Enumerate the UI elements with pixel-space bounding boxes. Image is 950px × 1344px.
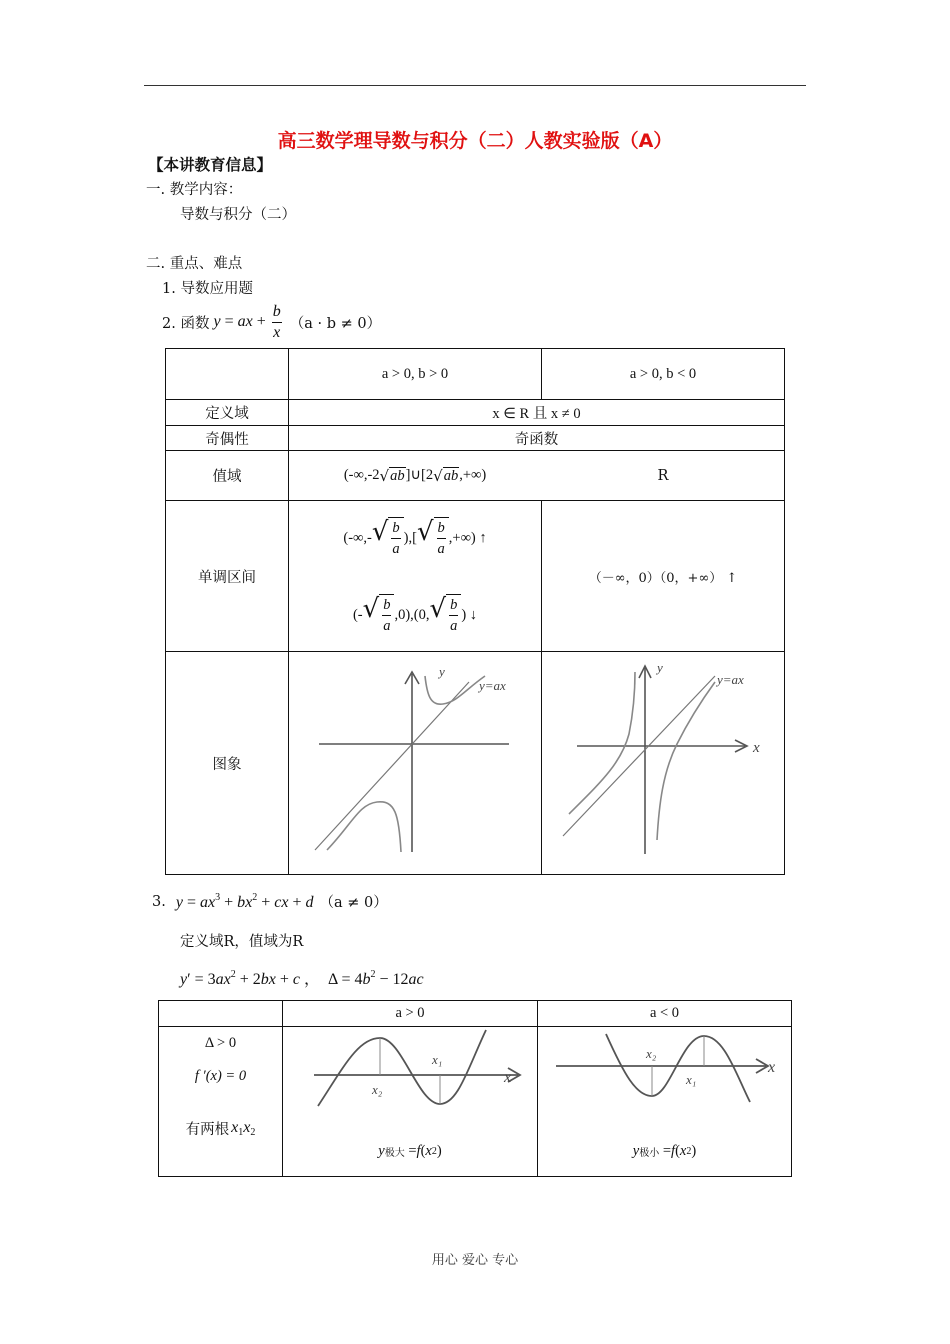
page-title: 高三数学理导数与积分（二）人教实验版（A） — [277, 130, 673, 152]
item-2-condition: （a · b ≠ 0） — [289, 316, 382, 332]
cubic-graph-a-neg — [554, 1028, 780, 1112]
root-label-x1: x₁ — [432, 1052, 443, 1067]
asymptote-label: y=ax — [717, 672, 744, 687]
asymptote-line — [563, 676, 715, 836]
formula-derivative: $y' = 3ax^2 + 2bx + c$ ， $\Delta = 4b^2 - 12ac$ — [180, 969, 424, 988]
axis-label-x: x — [768, 1059, 776, 1076]
max-value-formula: y 极大 = f ( x 2 ) — [378, 1142, 442, 1159]
cubic-curve — [606, 1034, 750, 1102]
label-range: 值域 — [212, 469, 242, 485]
graph-a-pos-b-pos — [297, 654, 539, 872]
min-label: 极小 — [639, 1147, 660, 1159]
value-mono-increasing: (-∞,- √ $\frac{b}{a}$ ),[ √ $\frac{b}{a}$ ,+∞) ↑ — [343, 517, 487, 557]
axis-label-y: y — [439, 664, 445, 679]
header-rule — [144, 85, 806, 86]
value-range-col2: R — [657, 467, 669, 484]
value-mono-col2: （－∞，0）（0，+∞） ↑ — [588, 570, 738, 586]
header-a-pos-b-pos: a > 0, b > 0 — [381, 365, 449, 382]
lower-branch — [327, 802, 401, 852]
root-label-x2: x₂ — [646, 1046, 657, 1061]
header-a-pos: a > 0 — [395, 1005, 425, 1021]
section-header: 【本讲教育信息】 — [148, 156, 273, 174]
value-parity: 奇函数 — [514, 431, 559, 448]
domain-line: 定义域R，值域为R — [180, 934, 304, 950]
left-branch — [569, 672, 635, 814]
value-mono-decreasing: (- √ $\frac{b}{a}$ ,0),(0, √ $\frac{b}{a}$ ) ↓ — [352, 594, 478, 634]
two-roots-label: 有两根 — [185, 1121, 230, 1138]
item-2 — [162, 302, 381, 343]
label-parity: 奇偶性 — [205, 431, 249, 448]
upper-branch — [425, 676, 485, 704]
item-3 — [152, 891, 388, 912]
item-3-prefix: 3. — [152, 893, 166, 910]
content-heading: 一. 教学内容： — [146, 182, 243, 198]
asymptote-label: y=ax — [479, 678, 506, 693]
content-item: 导数与积分（二） — [180, 207, 296, 223]
keypoints-heading: 二. 重点、难点 — [146, 256, 243, 272]
axis-label-y: y — [657, 660, 663, 675]
axis-label-x: x — [753, 740, 760, 756]
value-range-col1: (-∞,-2 √ ab ]∪[2 √ ab ,+∞) — [343, 466, 487, 485]
formula-cubic: $y = ax^3 + bx^2$ + cx + d — [175, 891, 314, 911]
root-label-x1: x₁ — [686, 1072, 697, 1087]
page-footer: 用心 爱心 专心 — [431, 1253, 519, 1268]
min-value-formula: y 极小 = f ( x 2 ) — [632, 1142, 697, 1159]
cubic-curve — [318, 1030, 486, 1106]
label-domain: 定义域 — [205, 406, 249, 422]
axis-label-x: x — [504, 1069, 512, 1086]
item-3-condition: （a ≠ 0） — [319, 895, 388, 911]
label-graph: 图象 — [212, 756, 242, 773]
value-domain: x ∈ R 且 x ≠ 0 — [492, 406, 581, 422]
condition-two-roots: 有两根 $x_1x_2$ — [185, 1118, 256, 1138]
label-monotonic: 单调区间 — [198, 569, 256, 586]
header-a-neg: a < 0 — [649, 1005, 680, 1021]
max-label: 极大 — [384, 1147, 405, 1159]
graph-a-pos-b-neg — [549, 654, 781, 872]
header-a-pos-b-neg: a > 0, b < 0 — [629, 365, 697, 382]
condition-delta: Δ > 0 — [204, 1034, 237, 1051]
root-label-x2: x₂ — [372, 1082, 383, 1097]
cubic-graph-a-pos — [308, 1028, 528, 1112]
item-2-prefix: 2. 函数 — [162, 316, 210, 332]
cubic-table — [158, 1000, 792, 1177]
function-table — [165, 348, 785, 875]
condition-derivative-zero: f ′(x) = 0 — [194, 1067, 247, 1084]
formula-y-ax-b-over-x: y = ax + $\frac{b}{x}$ — [213, 303, 281, 341]
asymptote-line — [315, 682, 469, 850]
item-1: 1. 导数应用题 — [162, 281, 253, 297]
